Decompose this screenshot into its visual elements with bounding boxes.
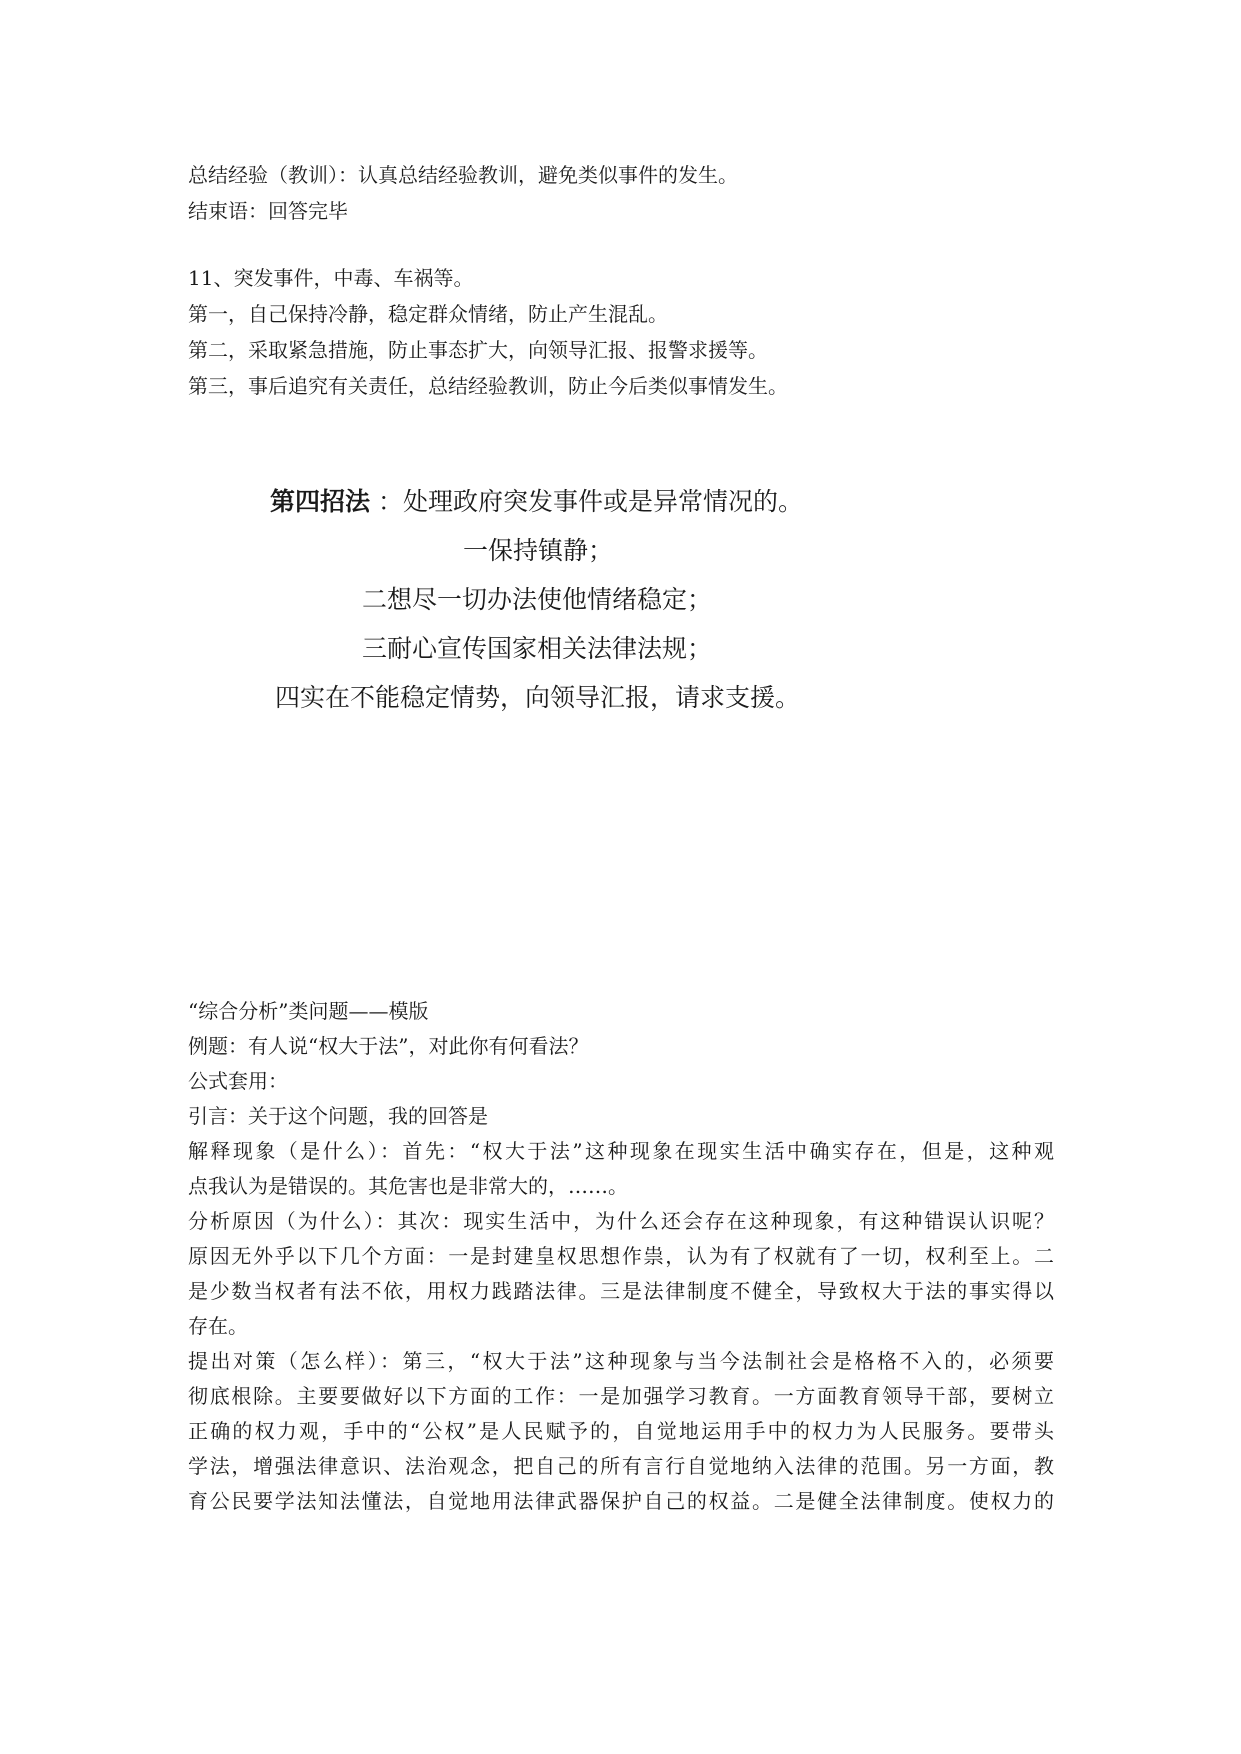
measures-line-5: 育公民要学法知法懂法，自觉地用法律武器保护自己的权益。二是健全法律制度。使权力的 [188, 1489, 1054, 1513]
method-four-heading-bold: 第四招法 [270, 487, 371, 516]
measures-line-3: 正确的权力观，手中的“公权”是人民赋予的，自觉地运用手中的权力为人民服务。要带头 [188, 1419, 1054, 1443]
emergency-title: 11、突发事件，中毒、车祸等。 [188, 266, 474, 290]
analyze-line-1: 分析原因（为什么）：其次：现实生活中，为什么还会存在这种现象，有这种错误认识呢？ [188, 1209, 1054, 1233]
explain-line-2: 点我认为是错误的。其危害也是非常大的，……。 [188, 1174, 628, 1198]
method-four-step4: 四实在不能稳定情势，向领导汇报，请求支援。 [275, 683, 801, 712]
method-four-step1: 一保持镇静； [463, 536, 614, 565]
emergency-step-third: 第三，事后追究有关责任，总结经验教训，防止今后类似事情发生。 [188, 374, 788, 398]
method-four-step3: 三耐心宣传国家相关法律法规； [362, 634, 713, 663]
measures-line-4: 学法，增强法律意识、法治观念，把自己的所有言行自觉地纳入法律的范围。另一方面，教 [188, 1454, 1054, 1478]
method-four-heading-rest: ：处理政府突发事件或是异常情况的。 [370, 487, 803, 516]
analyze-line-3: 是少数当权者有法不依，用权力践踏法律。三是法律制度不健全，导致权大于法的事实得以 [188, 1279, 1054, 1303]
analyze-line-2: 原因无外乎以下几个方面：一是封建皇权思想作祟，认为有了权就有了一切，权利至上。二 [188, 1244, 1054, 1268]
measures-line-2: 彻底根除。主要要做好以下方面的工作：一是加强学习教育。一方面教育领导干部，要树立 [188, 1384, 1054, 1408]
method-four-heading [270, 487, 803, 517]
closing-line: 结束语：回答完毕 [188, 199, 348, 223]
measures-line-1: 提出对策（怎么样）：第三，“权大于法”这种现象与当今法制社会是格格不入的，必须要 [188, 1349, 1054, 1373]
summary-line: 总结经验（教训）：认真总结经验教训，避免类似事件的发生。 [188, 163, 738, 187]
formula-label: 公式套用： [188, 1069, 288, 1093]
intro-line: 引言：关于这个问题，我的回答是 [188, 1104, 488, 1128]
emergency-step-second: 第二，采取紧急措施，防止事态扩大，向领导汇报、报警求援等。 [188, 338, 768, 362]
analyze-line-4: 存在。 [188, 1314, 248, 1338]
template-title: “综合分析”类问题——模版 [188, 999, 429, 1023]
explain-line-1: 解释现象（是什么）：首先：“权大于法”这种现象在现实生活中确实存在，但是，这种观 [188, 1139, 1054, 1163]
example-question: 例题：有人说“权大于法”，对此你有何看法？ [188, 1034, 589, 1058]
method-four-step2: 二想尽一切办法使他情绪稳定； [362, 585, 713, 614]
emergency-step-first: 第一，自己保持冷静，稳定群众情绪，防止产生混乱。 [188, 302, 668, 326]
